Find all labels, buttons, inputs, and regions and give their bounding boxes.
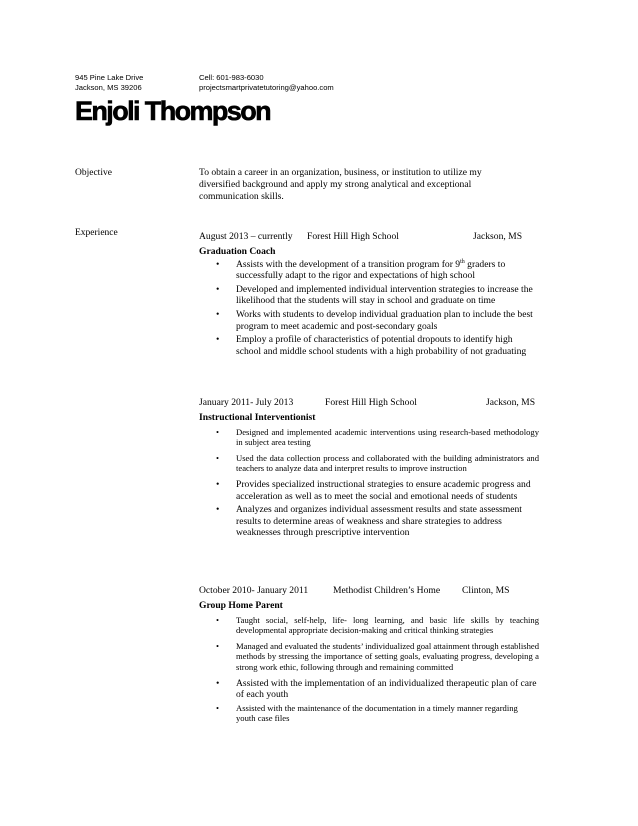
email: projectsmartprivatetutoring@yahoo.com xyxy=(199,82,334,92)
job-employer: Methodist Children’s Home xyxy=(333,585,441,596)
duty-item: • Employ a profile of characteristics of potential dropouts to identify high school and middle school students with a high probability of not graduating xyxy=(236,334,539,357)
duty-item: • Analyzes and organizes individual assessment results and state assessment results to determine areas of weakness and share strategies to address weaknesses through prescriptive intervention xyxy=(236,504,539,539)
duty-item: • Taught social, self-help, life- long learning, and basic life skills by teaching developmental appropriate decision-making and critical thinking strategies xyxy=(236,615,539,636)
duty-item: • Used the data collection process and collaborated with the building administrators and teachers to analyze data and interpret results to improve instruction xyxy=(236,453,539,474)
address-line-2: Jackson, MS 39206 xyxy=(75,82,142,92)
job-group-home-parent xyxy=(199,585,539,726)
address-line-1: 945 Pine Lake Drive xyxy=(75,73,144,82)
phone: Cell: 601-983-6030 xyxy=(199,73,264,82)
job-title: Group Home Parent xyxy=(199,600,283,611)
contact-address xyxy=(75,73,143,92)
job-employer: Forest Hill High School xyxy=(307,231,399,242)
duty-item: • Assists with the development of a transition program for 9th graders to successfully adapt to the rigor and expectations of high school xyxy=(236,259,539,282)
resume-name: Enjoli Thompson xyxy=(75,96,270,126)
objective-label: Objective xyxy=(75,168,112,178)
job-employer: Forest Hill High School xyxy=(325,397,417,408)
job-header xyxy=(199,585,539,599)
duty-item: • Assisted with the maintenance of the documentation in a timely manner regarding youth case files xyxy=(236,703,539,724)
duty-item: • Developed and implemented individual intervention strategies to increase the likelihood that the students will stay in school and graduate on time xyxy=(236,284,539,307)
job-duties xyxy=(199,615,539,724)
job-title: Instructional Interventionist xyxy=(199,412,316,423)
job-title: Graduation Coach xyxy=(199,246,276,257)
duty-item: • Works with students to develop individual graduation plan to include the best program to meet academic and post-secondary goals xyxy=(236,309,539,332)
duty-item: • Assisted with the implementation of an individualized therapeutic plan of care of each youth xyxy=(236,678,539,701)
job-location: Jackson, MS xyxy=(486,397,536,408)
experience-label: Experience xyxy=(75,228,118,238)
duty-item: • Managed and evaluated the students’ individualized goal attainment through established methods by stressing the importance of setting goals, evaluating progress, developing a strong work ethic, following through and remaining committed xyxy=(236,641,539,673)
job-header xyxy=(199,231,539,245)
job-duties xyxy=(199,427,539,539)
job-location: Clinton, MS xyxy=(462,585,510,596)
job-instructional-interventionist xyxy=(199,397,539,541)
job-location: Jackson, MS xyxy=(473,231,523,242)
job-dates: October 2010- January 2011 xyxy=(199,585,309,596)
superscript: th xyxy=(460,258,465,265)
job-dates: January 2011- July 2013 xyxy=(199,397,294,408)
job-graduation-coach xyxy=(199,231,539,359)
job-dates: August 2013 – currently xyxy=(199,231,293,242)
job-duties xyxy=(199,259,539,358)
duty-item: • Provides specialized instructional strategies to ensure academic progress and acceleration as well as to meet the social and emotional needs of students xyxy=(236,479,539,502)
contact-info xyxy=(199,73,334,92)
objective-text: To obtain a career in an organization, business, or institution to utilize my diversified background and apply my strong analytical and exceptional communication skills. xyxy=(199,167,482,203)
duty-item: • Designed and implemented academic interventions using research-based methodology in subject area testing xyxy=(236,427,539,448)
job-header xyxy=(199,397,539,411)
